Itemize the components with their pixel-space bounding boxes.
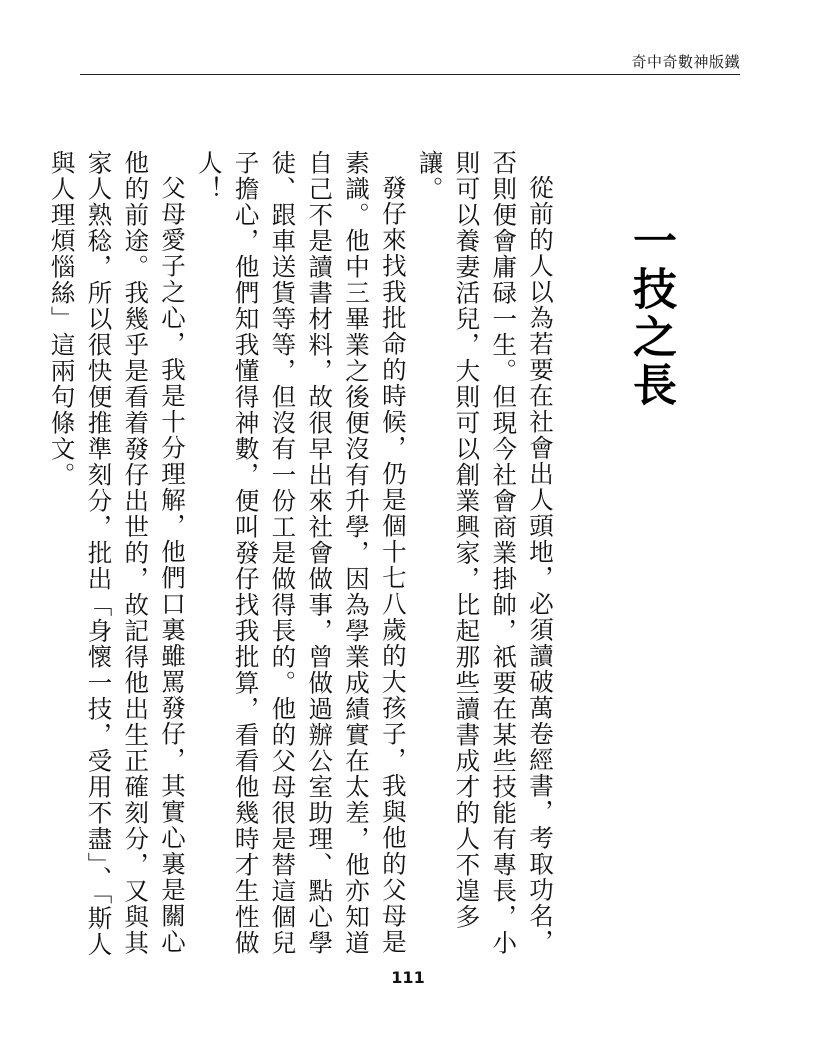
- paragraph-3: 父母愛子之心，我是十分理解，他們口裏雖罵發仔，其實心裏是關心他的前途。我幾乎是看着發仔出世的，故記得他出生正確刻分，又與其家人熟稔，所以很快便推準刻分，批出「身懷一技，受用不盡」、「斯人與人理煩惱絲」這兩句條文。: [47, 150, 188, 958]
- paragraph-1: 從前的人以為若要在社會出人頭地，必須讀破萬卷經書，考取功名，否則便會庸碌一生。但現今社會商業掛帥，祇要在某些技能有專長，小則可以養妻活兒，大則可以創業興家，比起那些讀書成才的人不遑多讓。: [415, 150, 555, 956]
- header-divider: [80, 74, 740, 75]
- chapter-title: 一技之長: [625, 218, 676, 410]
- paragraph-2: 發仔來找我批命的時候，仍是個十七八歲的大孩子，我與他的父母是素識。他中三畢業之後便沒有升學，因為學業成績實在太差，他亦知道自己不是讀書材料，故很早出來社會做事，曾做過辦公室助理、點心學徒、跟車送貨等等，但沒有一份工是做得長的。他的父母很是替這個兒子擔心，他們知我懂得神數，便叫發仔找我批算，看看他幾時才生性做人！: [194, 150, 408, 956]
- page-number: 111: [391, 968, 425, 987]
- body-text: [43, 150, 558, 970]
- running-header: 奇中奇數神版鐵: [631, 53, 740, 71]
